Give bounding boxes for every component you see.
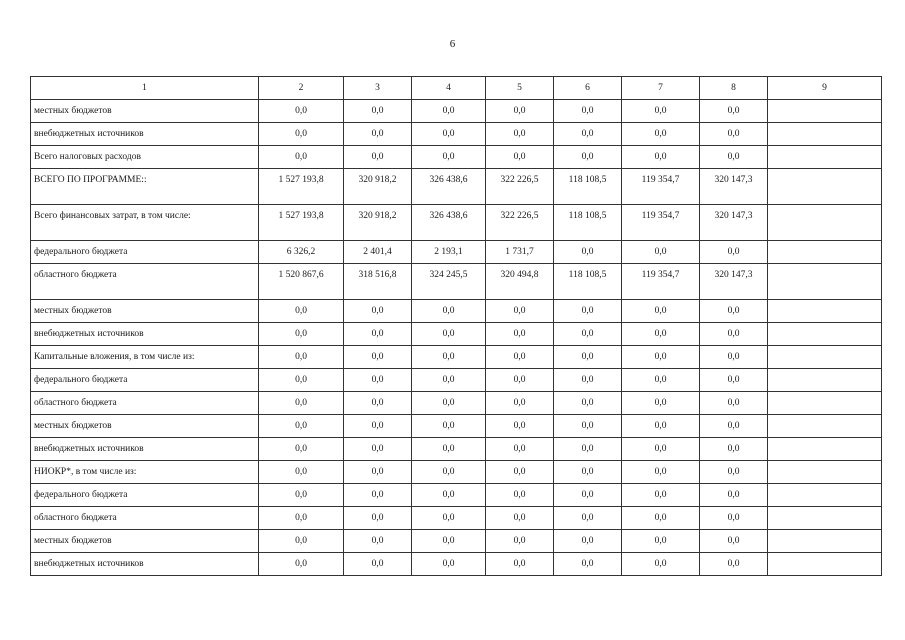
table-cell: 0,0 bbox=[259, 100, 344, 123]
column-header: 1 bbox=[31, 77, 259, 100]
table-row bbox=[31, 415, 882, 438]
table-cell: 320 918,2 bbox=[344, 169, 412, 205]
table-cell: 0,0 bbox=[622, 346, 700, 369]
table-cell: 1 527 193,8 bbox=[259, 169, 344, 205]
column-header: 3 bbox=[344, 77, 412, 100]
table-cell: 0,0 bbox=[344, 392, 412, 415]
table-row bbox=[31, 169, 882, 205]
table-cell: 0,0 bbox=[622, 146, 700, 169]
table-cell: 119 354,7 bbox=[622, 205, 700, 241]
table-cell: 0,0 bbox=[259, 484, 344, 507]
table-cell: 0,0 bbox=[554, 123, 622, 146]
column-header: 2 bbox=[259, 77, 344, 100]
table-cell: 0,0 bbox=[700, 461, 768, 484]
table-cell bbox=[768, 300, 882, 323]
row-label: федерального бюджета bbox=[31, 369, 259, 392]
table-cell: 0,0 bbox=[554, 530, 622, 553]
table-cell: 0,0 bbox=[622, 461, 700, 484]
row-label: НИОКР*, в том числе из: bbox=[31, 461, 259, 484]
table-cell: 0,0 bbox=[486, 123, 554, 146]
header-row bbox=[31, 77, 882, 100]
table-cell: 0,0 bbox=[412, 392, 486, 415]
table-cell: 0,0 bbox=[622, 484, 700, 507]
table-row bbox=[31, 241, 882, 264]
table-row bbox=[31, 553, 882, 576]
table-cell: 0,0 bbox=[622, 323, 700, 346]
table-cell: 0,0 bbox=[554, 507, 622, 530]
table-cell: 0,0 bbox=[259, 530, 344, 553]
table-body bbox=[31, 100, 882, 576]
table-cell: 0,0 bbox=[700, 507, 768, 530]
table-cell: 0,0 bbox=[259, 300, 344, 323]
table-cell bbox=[768, 346, 882, 369]
table-cell bbox=[768, 123, 882, 146]
row-label: Капитальные вложения, в том числе из: bbox=[31, 346, 259, 369]
table-cell: 0,0 bbox=[412, 300, 486, 323]
column-header: 9 bbox=[768, 77, 882, 100]
table-cell bbox=[768, 530, 882, 553]
table-cell: 0,0 bbox=[344, 100, 412, 123]
column-header: 4 bbox=[412, 77, 486, 100]
table-cell: 0,0 bbox=[554, 300, 622, 323]
table-cell: 0,0 bbox=[700, 415, 768, 438]
table-row bbox=[31, 300, 882, 323]
table-cell: 0,0 bbox=[344, 461, 412, 484]
table-row bbox=[31, 100, 882, 123]
table-row bbox=[31, 392, 882, 415]
table-cell: 119 354,7 bbox=[622, 264, 700, 300]
row-label: внебюджетных источников bbox=[31, 123, 259, 146]
financing-table bbox=[30, 76, 882, 576]
table-header bbox=[31, 77, 882, 100]
table-cell: 1 527 193,8 bbox=[259, 205, 344, 241]
table-cell: 326 438,6 bbox=[412, 169, 486, 205]
table-cell: 0,0 bbox=[259, 123, 344, 146]
table-cell: 324 245,5 bbox=[412, 264, 486, 300]
table-cell: 320 147,3 bbox=[700, 169, 768, 205]
row-label: местных бюджетов bbox=[31, 530, 259, 553]
table-cell: 0,0 bbox=[700, 438, 768, 461]
table-cell: 0,0 bbox=[412, 369, 486, 392]
table-cell: 0,0 bbox=[344, 438, 412, 461]
table-cell: 0,0 bbox=[344, 484, 412, 507]
table-cell: 0,0 bbox=[412, 438, 486, 461]
table-cell: 318 516,8 bbox=[344, 264, 412, 300]
row-label: областного бюджета bbox=[31, 392, 259, 415]
row-label: Всего налоговых расходов bbox=[31, 146, 259, 169]
table-cell: 1 731,7 bbox=[486, 241, 554, 264]
table-cell: 0,0 bbox=[554, 369, 622, 392]
table-cell: 0,0 bbox=[412, 507, 486, 530]
row-label: федерального бюджета bbox=[31, 241, 259, 264]
table-row bbox=[31, 264, 882, 300]
table-cell: 0,0 bbox=[486, 369, 554, 392]
table-cell bbox=[768, 415, 882, 438]
table-cell: 0,0 bbox=[259, 461, 344, 484]
table-cell: 0,0 bbox=[344, 369, 412, 392]
table-cell: 0,0 bbox=[700, 100, 768, 123]
table-cell: 0,0 bbox=[554, 415, 622, 438]
table-cell: 0,0 bbox=[622, 438, 700, 461]
table-cell: 0,0 bbox=[486, 438, 554, 461]
page-number: 6 bbox=[449, 38, 456, 50]
table-cell: 6 326,2 bbox=[259, 241, 344, 264]
row-label: внебюджетных источников bbox=[31, 323, 259, 346]
table-cell: 0,0 bbox=[700, 323, 768, 346]
row-label: местных бюджетов bbox=[31, 100, 259, 123]
table-cell: 0,0 bbox=[344, 300, 412, 323]
row-label: местных бюджетов bbox=[31, 415, 259, 438]
row-label: местных бюджетов bbox=[31, 300, 259, 323]
table-cell: 119 354,7 bbox=[622, 169, 700, 205]
table-cell: 2 193,1 bbox=[412, 241, 486, 264]
table-cell: 0,0 bbox=[486, 346, 554, 369]
row-label: областного бюджета bbox=[31, 507, 259, 530]
table-cell: 320 147,3 bbox=[700, 264, 768, 300]
table-cell: 0,0 bbox=[344, 553, 412, 576]
table-cell: 0,0 bbox=[344, 123, 412, 146]
table-row bbox=[31, 438, 882, 461]
table-cell: 0,0 bbox=[486, 146, 554, 169]
table-cell: 0,0 bbox=[412, 146, 486, 169]
table-cell: 0,0 bbox=[622, 300, 700, 323]
table-cell bbox=[768, 369, 882, 392]
table-cell: 0,0 bbox=[622, 241, 700, 264]
table-cell: 0,0 bbox=[700, 300, 768, 323]
table-cell: 0,0 bbox=[554, 553, 622, 576]
row-label: внебюджетных источников bbox=[31, 438, 259, 461]
table-cell bbox=[768, 484, 882, 507]
table-cell: 0,0 bbox=[344, 415, 412, 438]
table-cell bbox=[768, 438, 882, 461]
table-row bbox=[31, 507, 882, 530]
table-row bbox=[31, 369, 882, 392]
table-cell: 322 226,5 bbox=[486, 205, 554, 241]
table-cell: 0,0 bbox=[700, 123, 768, 146]
row-label: областного бюджета bbox=[31, 264, 259, 300]
table-row bbox=[31, 346, 882, 369]
table-cell: 0,0 bbox=[344, 323, 412, 346]
table-cell: 0,0 bbox=[486, 415, 554, 438]
table-cell: 0,0 bbox=[622, 123, 700, 146]
table-cell bbox=[768, 146, 882, 169]
row-label: федерального бюджета bbox=[31, 484, 259, 507]
table-cell: 0,0 bbox=[554, 241, 622, 264]
table-cell: 0,0 bbox=[344, 507, 412, 530]
column-header: 7 bbox=[622, 77, 700, 100]
table-cell: 0,0 bbox=[486, 461, 554, 484]
table-row bbox=[31, 461, 882, 484]
table-cell: 0,0 bbox=[259, 369, 344, 392]
table-cell: 0,0 bbox=[554, 323, 622, 346]
table-cell: 0,0 bbox=[700, 530, 768, 553]
column-header: 5 bbox=[486, 77, 554, 100]
table-cell: 0,0 bbox=[700, 241, 768, 264]
table-cell bbox=[768, 392, 882, 415]
table-row bbox=[31, 205, 882, 241]
row-label: внебюджетных источников bbox=[31, 553, 259, 576]
table-cell: 0,0 bbox=[412, 415, 486, 438]
table-cell: 0,0 bbox=[486, 323, 554, 346]
table-cell: 0,0 bbox=[412, 461, 486, 484]
table-cell: 0,0 bbox=[412, 346, 486, 369]
table-cell: 0,0 bbox=[486, 507, 554, 530]
table-cell: 118 108,5 bbox=[554, 205, 622, 241]
table-cell: 0,0 bbox=[554, 484, 622, 507]
table-cell: 0,0 bbox=[412, 100, 486, 123]
table-cell: 0,0 bbox=[554, 100, 622, 123]
table-cell: 322 226,5 bbox=[486, 169, 554, 205]
table-cell: 0,0 bbox=[554, 346, 622, 369]
table-cell: 326 438,6 bbox=[412, 205, 486, 241]
table-cell: 0,0 bbox=[622, 100, 700, 123]
table-cell: 0,0 bbox=[622, 530, 700, 553]
column-header: 6 bbox=[554, 77, 622, 100]
table-cell: 0,0 bbox=[622, 392, 700, 415]
table-cell: 0,0 bbox=[700, 392, 768, 415]
table-cell: 320 147,3 bbox=[700, 205, 768, 241]
table-cell: 0,0 bbox=[622, 369, 700, 392]
table-cell: 0,0 bbox=[259, 507, 344, 530]
table-cell: 1 520 867,6 bbox=[259, 264, 344, 300]
table-cell: 0,0 bbox=[259, 346, 344, 369]
table-cell: 0,0 bbox=[700, 369, 768, 392]
table-cell: 0,0 bbox=[259, 415, 344, 438]
table-cell: 0,0 bbox=[486, 553, 554, 576]
table-cell bbox=[768, 264, 882, 300]
table-cell: 0,0 bbox=[412, 123, 486, 146]
table-row bbox=[31, 146, 882, 169]
table-cell: 0,0 bbox=[554, 146, 622, 169]
column-header: 8 bbox=[700, 77, 768, 100]
table-cell: 0,0 bbox=[700, 553, 768, 576]
table-cell: 0,0 bbox=[554, 392, 622, 415]
table-cell: 0,0 bbox=[344, 146, 412, 169]
table-row bbox=[31, 123, 882, 146]
table-cell: 118 108,5 bbox=[554, 169, 622, 205]
table-cell bbox=[768, 100, 882, 123]
table-cell: 0,0 bbox=[259, 438, 344, 461]
table-cell: 0,0 bbox=[622, 507, 700, 530]
table-row bbox=[31, 323, 882, 346]
table-cell: 2 401,4 bbox=[344, 241, 412, 264]
table-cell bbox=[768, 507, 882, 530]
table-cell: 0,0 bbox=[412, 484, 486, 507]
table-cell bbox=[768, 553, 882, 576]
table-cell: 320 494,8 bbox=[486, 264, 554, 300]
table-cell: 0,0 bbox=[700, 484, 768, 507]
table-row bbox=[31, 530, 882, 553]
table-cell: 0,0 bbox=[259, 392, 344, 415]
table-cell: 0,0 bbox=[622, 553, 700, 576]
table-cell: 0,0 bbox=[486, 300, 554, 323]
table-cell: 0,0 bbox=[700, 146, 768, 169]
table-cell: 0,0 bbox=[554, 438, 622, 461]
table-cell: 0,0 bbox=[259, 553, 344, 576]
table-cell: 0,0 bbox=[554, 461, 622, 484]
table-cell: 0,0 bbox=[344, 346, 412, 369]
table-cell bbox=[768, 323, 882, 346]
table-cell: 0,0 bbox=[412, 323, 486, 346]
table-row bbox=[31, 484, 882, 507]
table-cell: 320 918,2 bbox=[344, 205, 412, 241]
table-cell: 0,0 bbox=[486, 530, 554, 553]
table-cell: 0,0 bbox=[486, 392, 554, 415]
table-cell bbox=[768, 205, 882, 241]
row-label: ВСЕГО ПО ПРОГРАММЕ:: bbox=[31, 169, 259, 205]
table-cell: 0,0 bbox=[700, 346, 768, 369]
table-cell: 0,0 bbox=[412, 553, 486, 576]
table-cell: 0,0 bbox=[622, 415, 700, 438]
row-label: Всего финансовых затрат, в том числе: bbox=[31, 205, 259, 241]
table-cell bbox=[768, 461, 882, 484]
table-cell: 0,0 bbox=[259, 146, 344, 169]
table-cell: 0,0 bbox=[412, 530, 486, 553]
table-cell bbox=[768, 241, 882, 264]
table-cell: 0,0 bbox=[259, 323, 344, 346]
table-cell: 0,0 bbox=[486, 100, 554, 123]
table-cell: 0,0 bbox=[486, 484, 554, 507]
table-cell bbox=[768, 169, 882, 205]
table-cell: 118 108,5 bbox=[554, 264, 622, 300]
table-cell: 0,0 bbox=[344, 530, 412, 553]
